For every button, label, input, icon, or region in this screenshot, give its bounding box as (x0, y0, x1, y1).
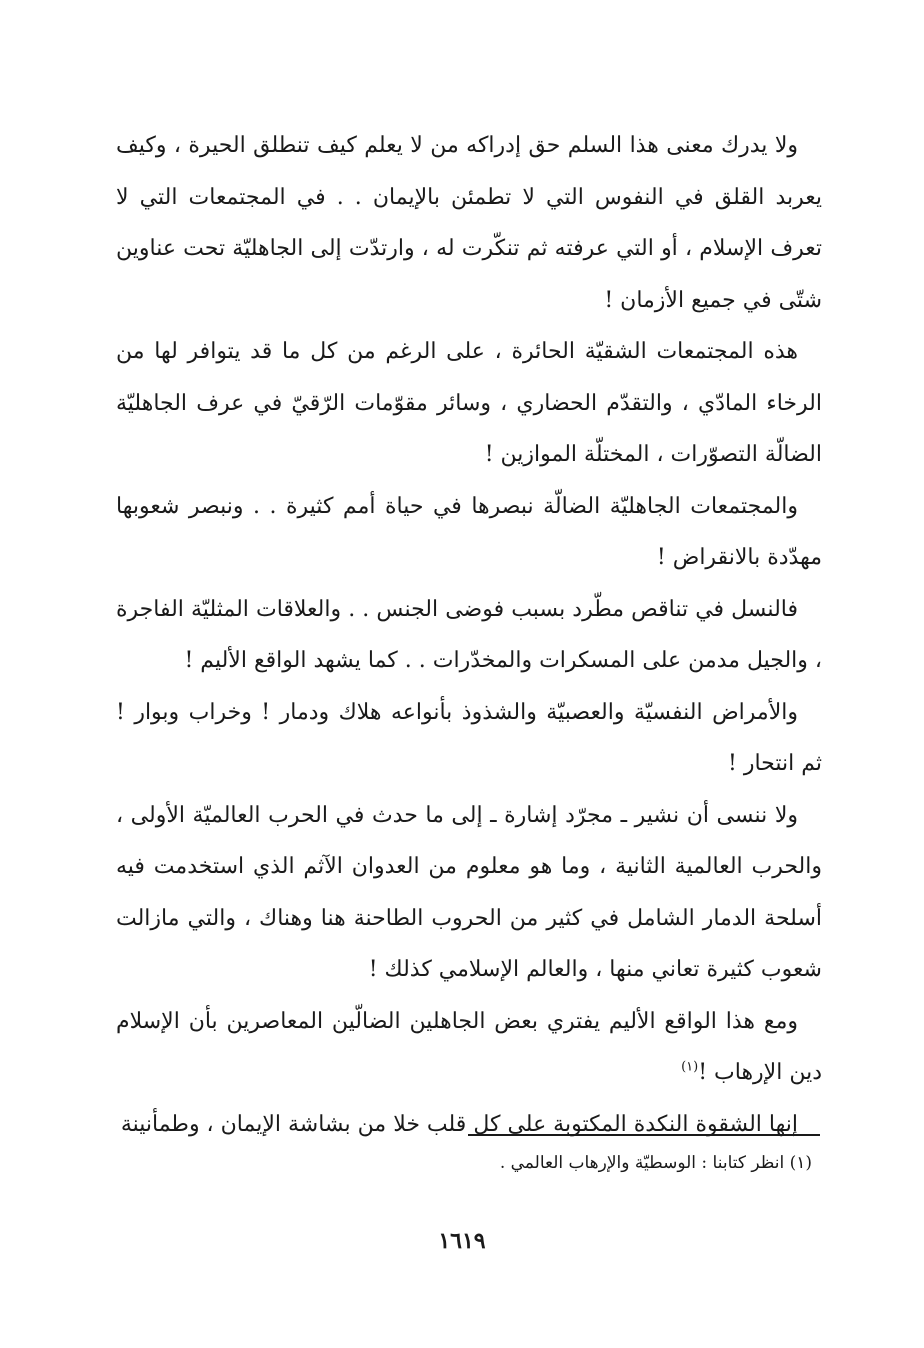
paragraph-4: فالنسل في تناقص مطّرد بسبب فوضى الجنس . . والعلاقات المثليّة الفاجرة ، والجيل مدمن على المسكرات والمخدّرات . . كما يشهد الواقع الأليم ! (116, 596, 822, 673)
paragraph-5: والأمراض النفسيّة والعصبيّة والشذوذ بأنواعه هلاك ودمار ! وخراب وبوار ! ثم انتحار ! (116, 699, 822, 776)
paragraph-3: والمجتمعات الجاهليّة الضالّة نبصرها في حياة أمم كثيرة . . ونبصر شعوبها مهدّدة بالانقراض ! (116, 493, 822, 570)
paragraph-7-text: ومع هذا الواقع الأليم يفتري بعض الجاهلين الضالّين المعاصرين بأن الإسلام دين الإرهاب ! (116, 1008, 822, 1085)
footnote-divider (468, 1134, 820, 1136)
paragraph-2: هذه المجتمعات الشقيّة الحائرة ، على الرغم من كل ما قد يتوافر لها من الرخاء المادّي ، والتقدّم الحضاري ، وسائر مقوّمات الرّقيّ في عرف الجاهليّة الضالّة التصوّرات ، المختلّة الموازين ! (116, 339, 822, 467)
paragraph-6: ولا ننسى أن نشير ـ مجرّد إشارة ـ إلى ما حدث في الحرب العالميّة الأولى ، والحرب العالمية الثانية ، وما هو معلوم من العدوان الآثم الذي استخدمت فيه أسلحة الدمار الشامل في كثير من الحروب الطاحنة هنا وهناك ، والتي مازالت شعوب كثيرة تعاني منها ، والعالم الإسلامي كذلك ! (116, 802, 822, 982)
body-text (116, 120, 822, 1150)
footnote: (١) انظر كتابنا : الوسطيّة والإرهاب العالمي . (499, 1153, 812, 1173)
page-number: ١٦١٩ (438, 1228, 486, 1254)
paragraph-8: إنها الشقوة النكدة المكتوبة على كل قلب خلا من بشاشة الإيمان ، وطمأنينة (120, 1111, 798, 1137)
paragraph-7 (116, 996, 822, 1099)
footnote-reference: (١) (681, 1059, 699, 1075)
paragraph-1: ولا يدرك معنى هذا السلم حق إدراكه من لا يعلم كيف تنطلق الحيرة ، وكيف يعربد القلق في النفوس التي لا تطمئن بالإيمان . . في المجتمعات التي لا تعرف الإسلام ، أو التي عرفته ثم تنكّرت له ، وارتدّت إلى الجاهليّة تحت عناوين شتّى في جميع الأزمان ! (116, 133, 822, 313)
